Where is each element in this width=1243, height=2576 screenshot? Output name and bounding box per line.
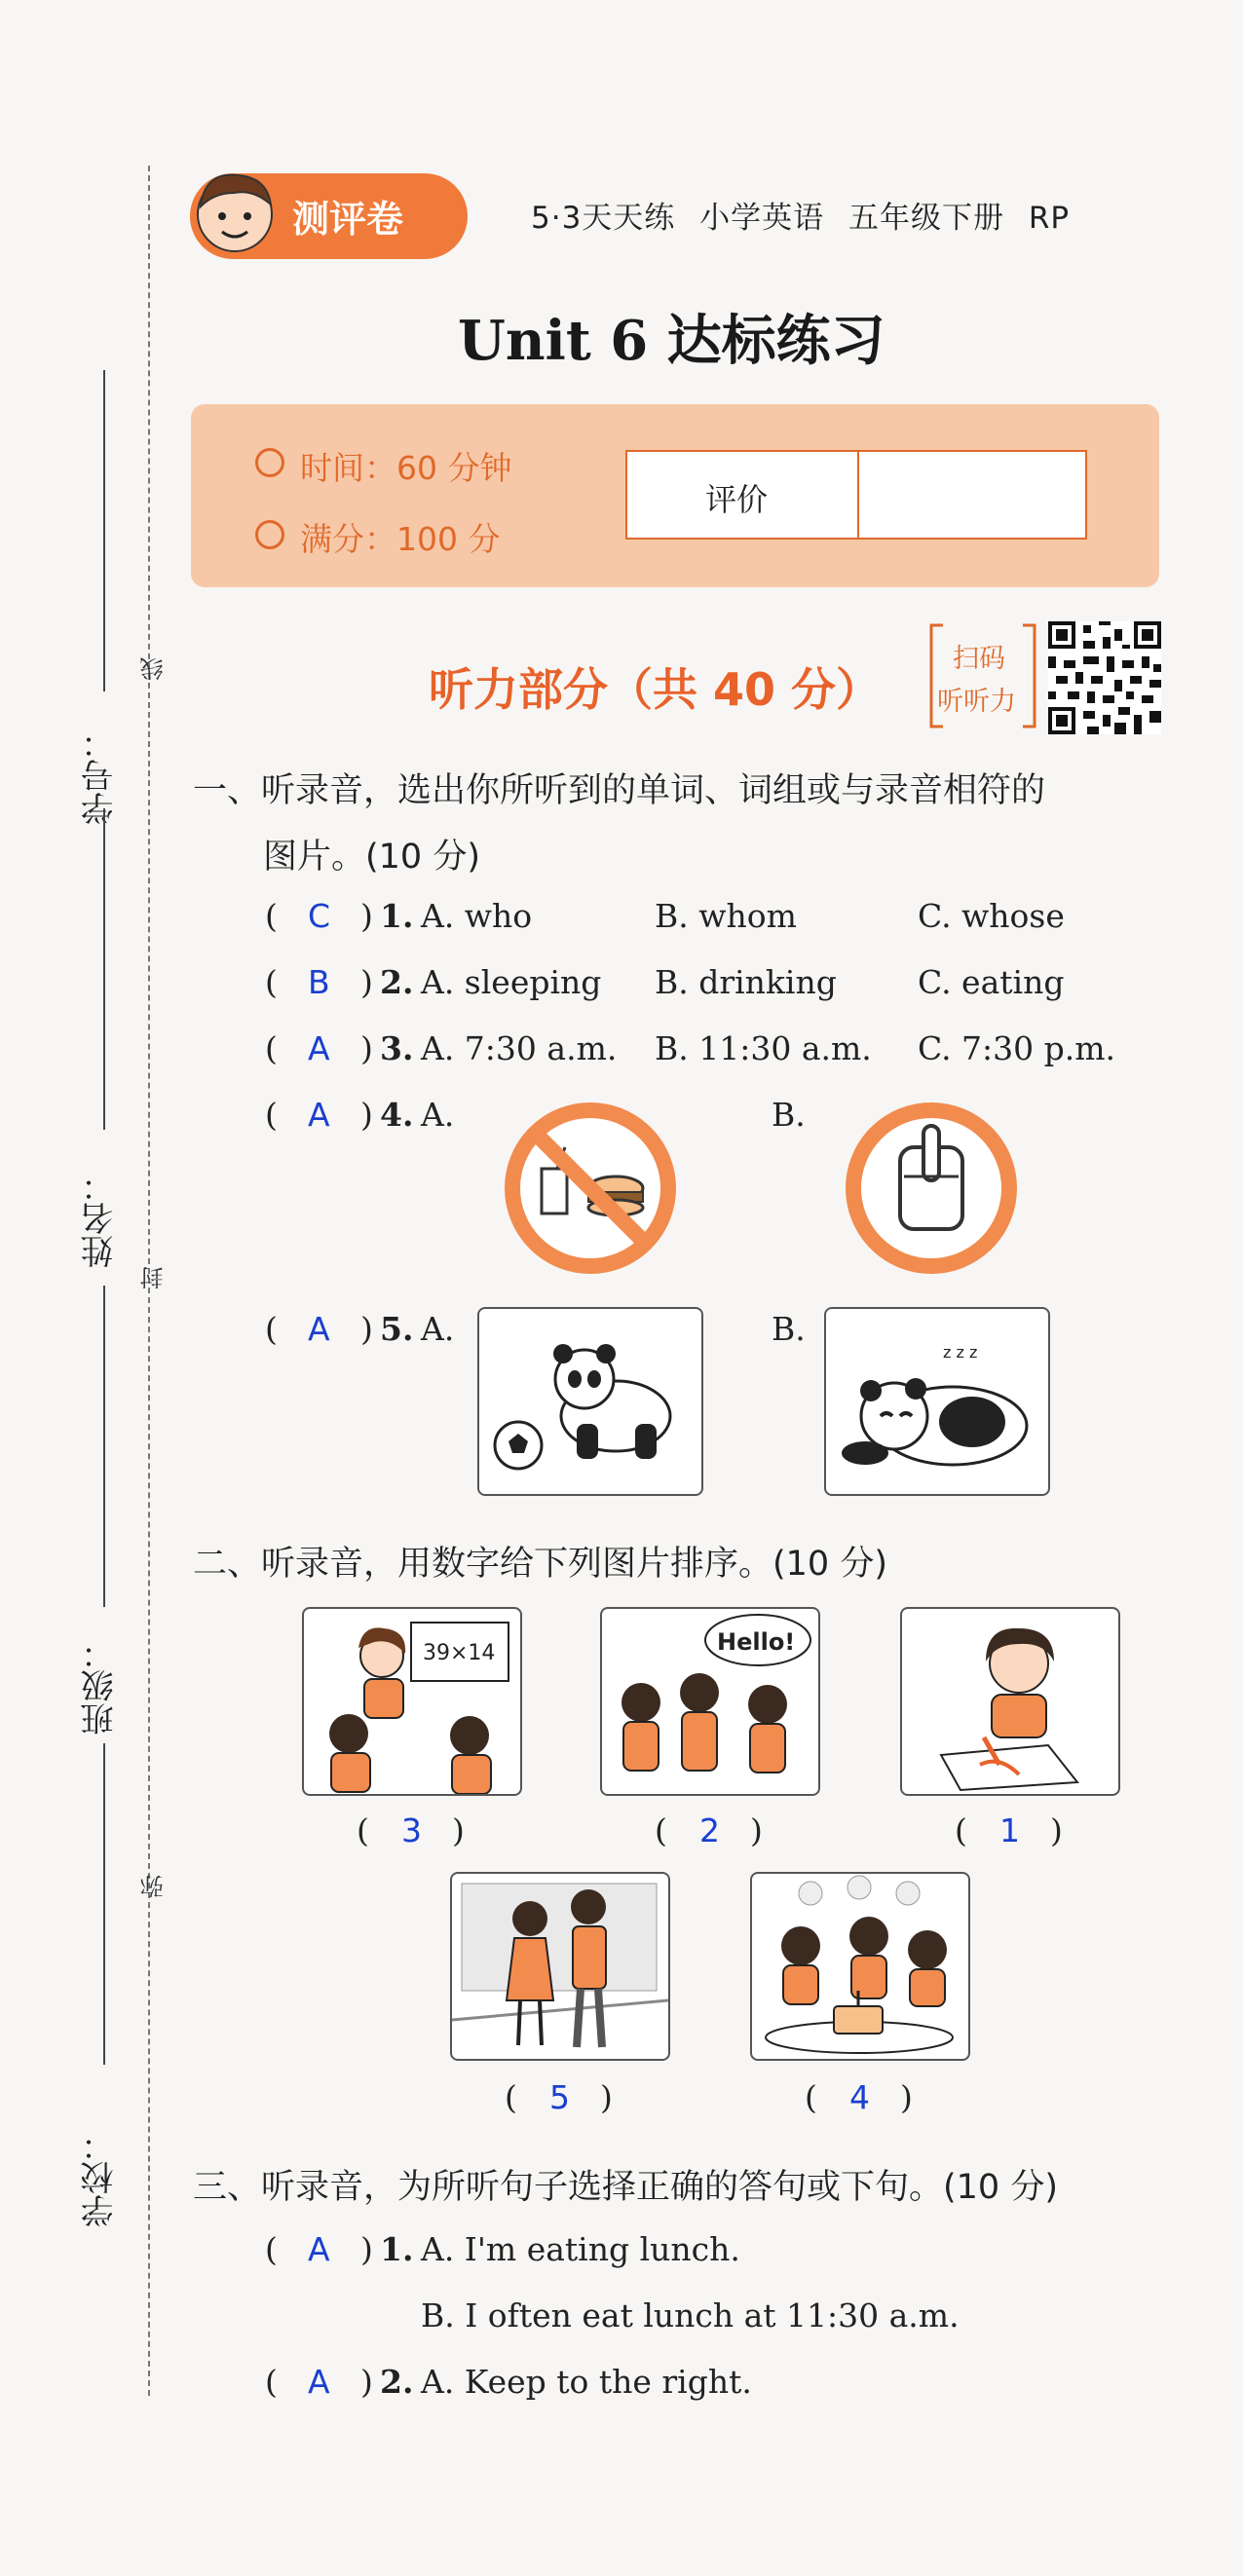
badge-label: 测评卷 [292,198,404,241]
answer-bracket-open: ( [265,1096,278,1134]
question-number: 3. [380,1029,414,1067]
answer-p3-2: A [308,2363,330,2401]
answer-bracket-close: ) [360,897,373,935]
answer-bracket-close: ) [452,1811,465,1849]
checkmark-icon [255,520,284,549]
evaluation-box [625,450,1087,540]
answer-p3-1: A [308,2230,330,2268]
student-id-label: 学号： [81,726,120,825]
binding-close-char: 弥 [140,1875,168,1898]
name-underline [103,808,105,1130]
order-answer-4: 5 [549,2078,570,2116]
answer-5: A [308,1310,330,1348]
option-a: A. Keep to the right. [421,2363,752,2401]
teacher-math-class-picture [302,1607,522,1796]
answer-bracket-open: ( [265,897,278,935]
answer-bracket-open: ( [265,963,278,1001]
answer-2: B [308,963,330,1001]
class-underline [103,1286,105,1607]
clock-icon [255,448,284,477]
question-number: 1. [380,2230,414,2268]
answer-4: A [308,1096,330,1134]
student-name-label: 姓名： [81,1169,120,1268]
part1-instruction: 一、听录音，选出你所听到的单词、词组或与录音相符的 [193,771,1046,810]
answer-bracket-close: ) [360,2363,373,2401]
answer-bracket-close: ) [900,2078,913,2116]
answer-bracket-open: ( [655,1811,667,1849]
option-c: C. eating [918,963,1065,1001]
quiet-please-sign-icon [844,1101,1019,1276]
answer-bracket-close: ) [600,2078,613,2116]
order-answer-5: 4 [849,2078,870,2116]
kids-saying-hello-picture [600,1607,820,1796]
option-a: A. 7:30 a.m. [421,1029,618,1067]
option-a: A. [421,1096,455,1134]
question-number: 5. [380,1310,414,1348]
question-number: 2. [380,963,414,1001]
board-equation: 39×14 [423,1641,496,1665]
answer-bracket-close: ) [750,1811,763,1849]
question-number: 4. [380,1096,414,1134]
answer-bracket-close: ) [360,963,373,1001]
order-answer-1: 3 [401,1811,422,1849]
time-limit: 时间：60 分钟 [300,449,512,487]
answer-bracket-open: ( [805,2078,817,2116]
option-a: A. I'm eating lunch. [421,2230,740,2268]
option-b: B. drinking [655,963,837,1001]
answer-bracket-open: ( [505,2078,517,2116]
option-b: B. I often eat lunch at 11:30 a.m. [421,2296,960,2334]
binding-line-char: 线 [140,657,168,681]
order-answer-3: 1 [999,1811,1020,1849]
answer-bracket-open: ( [265,2363,278,2401]
answer-bracket-close: ) [360,1029,373,1067]
full-score: 满分：100 分 [300,520,501,558]
option-b: B. [772,1310,806,1348]
binding-seal-char: 封 [140,1266,168,1289]
answer-bracket-close: ) [360,1310,373,1348]
class-label: 班级： [81,1636,120,1736]
qr-code-icon[interactable] [1048,621,1161,734]
listening-section-heading: 听力部分（共 40 分） [429,663,882,716]
answer-bracket-open: ( [265,2230,278,2268]
panda-playing-football-picture [477,1307,703,1496]
couple-walking-picture [450,1872,670,2061]
svg-text:z z z: z z z [943,1343,978,1362]
answer-bracket-close: ) [360,2230,373,2268]
option-a: A. sleeping [421,963,602,1001]
answer-bracket-open: ( [955,1811,967,1849]
answer-bracket-close: ) [1050,1811,1063,1849]
answer-bracket-open: ( [357,1811,369,1849]
option-a: A. [421,1310,455,1348]
answer-bracket-open: ( [265,1029,278,1067]
option-c: C. whose [918,897,1065,935]
birthday-party-picture [750,1872,970,2061]
question-number: 2. [380,2363,414,2401]
option-b: B. 11:30 a.m. [655,1029,872,1067]
girl-drawing-picture [900,1607,1120,1796]
series-info: 5·3天天练 小学英语 五年级下册 RP [531,201,1071,236]
answer-3: A [308,1029,330,1067]
evaluation-label: 评价 [705,481,769,518]
answer-bracket-close: ) [360,1096,373,1134]
question-number: 1. [380,897,414,935]
order-answer-2: 2 [699,1811,720,1849]
part2-instruction: 二、听录音，用数字给下列图片排序。(10 分) [193,1545,887,1584]
school-label: 学校： [81,2128,120,2227]
answer-1: C [308,897,331,935]
option-b: B. whom [655,897,797,935]
no-eating-drinking-sign-icon [503,1101,678,1276]
listen-audio-label: 听听力 [937,687,1016,717]
cartoon-boy-icon [195,168,275,261]
evaluation-divider [857,452,859,538]
id-underline [103,370,105,691]
part1-instruction-cont: 图片。(10 分) [263,838,480,877]
answer-bracket-open: ( [265,1310,278,1348]
panda-sleeping-picture [824,1307,1050,1496]
school-underline [103,1743,105,2065]
option-a: A. who [421,897,533,935]
page-title: Unit 6 达标练习 [458,309,885,373]
part3-instruction: 三、听录音，为所听句子选择正确的答句或下句。(10 分) [193,2168,1058,2207]
hello-bubble-text: Hello! [717,1628,796,1656]
scan-code-label: 扫码 [953,644,1005,674]
option-c: C. 7:30 p.m. [918,1029,1116,1067]
option-b: B. [772,1096,806,1134]
